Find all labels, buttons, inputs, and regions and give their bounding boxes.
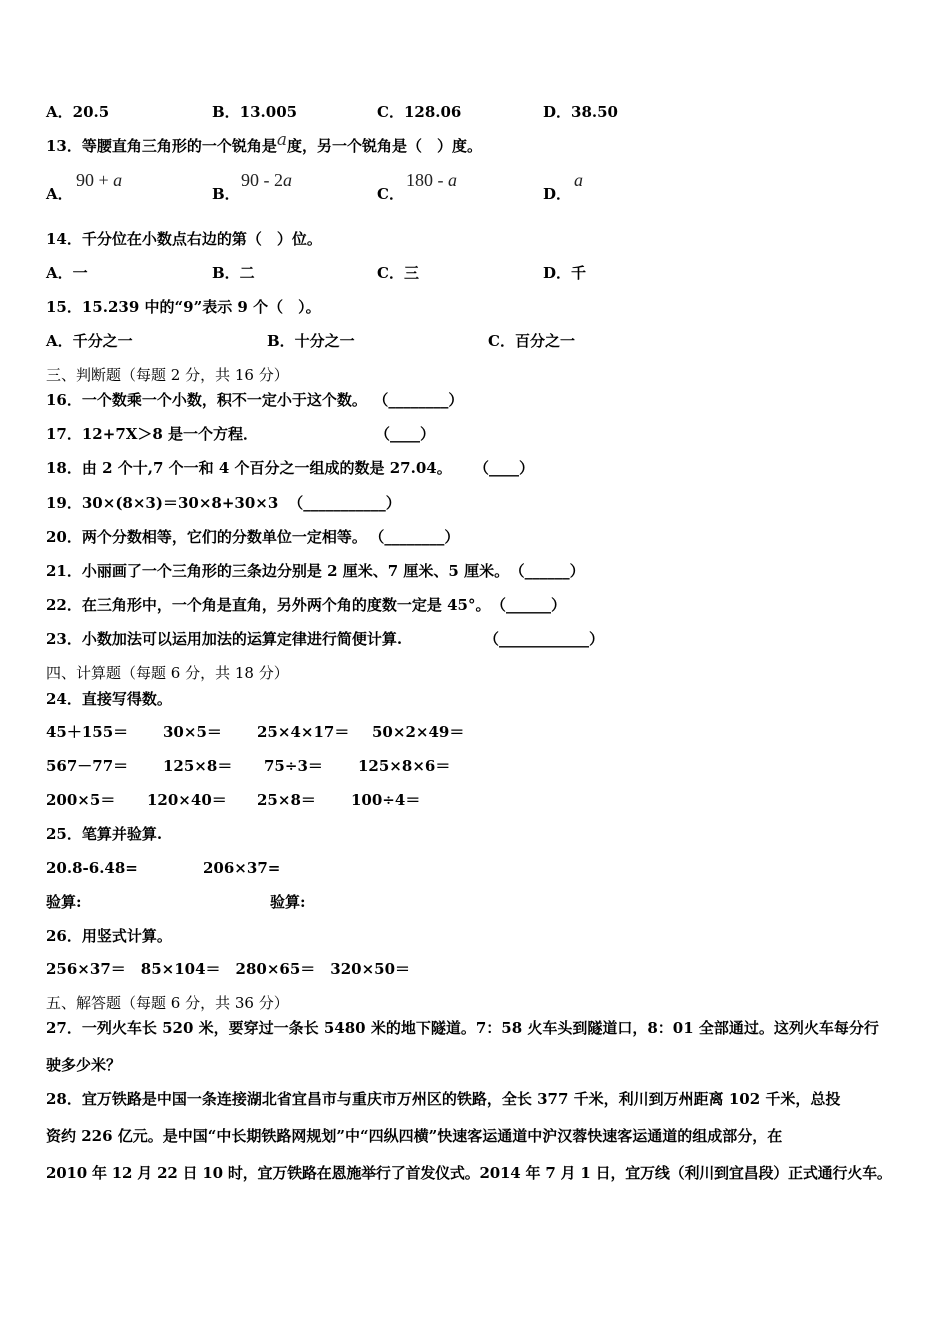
judge-item-19: 19．30×(8×3)＝30×8+30×3 （___________） [46,494,401,512]
q24-cell: 100÷4＝ [351,791,421,809]
judge-item-21: 21．小丽画了一个三角形的三条边分别是 2 厘米、7 厘米、5 厘米。 （______） [46,562,585,580]
q28-line-1: 28．宜万铁路是中国一条连接湖北省宜昌市与重庆市万州区的铁路，全长 377 千米，利川到万州距离 102 千米，总投 [46,1090,841,1108]
q14-option-d: D．千 [543,264,587,282]
q15-option-c: C．百分之一 [488,332,575,350]
judge-item-20: 20．两个分数相等，它们的分数单位一定相等。 （________） [46,528,460,546]
q24-cell: 567－77＝ [46,757,129,775]
q14-stem: 14．千分位在小数点右边的第（ ）位。 [46,230,322,248]
q25-item: 20.8-6.48= [46,859,138,877]
q24-stem: 24．直接写得数。 [46,690,172,708]
q24-cell: 125×8×6＝ [358,757,451,775]
section-heading-answer: 五、解答题（每题 6 分，共 36 分） [46,994,289,1012]
q13-option-b-expr: 90 - 2a [241,170,292,190]
q25-check: 验算: [270,893,306,911]
judge-blank-22[interactable]: （______） [498,596,566,614]
judge-blank-18[interactable]: （____） [474,459,535,477]
q24-cell: 120×40＝ [147,791,227,809]
q12-option-b: B．13.005 [212,103,298,121]
q24-cell: 25×4×17＝ [257,723,350,741]
judge-item-18: 18．由 2 个十,7 个一和 4 个百分之一组成的数是 27.04。 [46,459,452,477]
judge-blank-23[interactable]: （____________） [484,630,605,648]
q13-option-d-label: D． [543,185,572,203]
judge-item-16: 16．一个数乘一个小数，积不一定小于这个数。 （________） [46,391,464,409]
judge-blank-16[interactable]: （________） [380,391,464,409]
q24-cell: 75÷3＝ [264,757,323,775]
q15-option-b: B．十分之一 [267,332,355,350]
q13-option-a-expr: 90 + a [76,170,123,190]
q28-line-2: 资约 226 亿元。是中国“中长期铁路网规划”中“四纵四横”快速客运通道中沪汉蓉快速客运通道的组成部分，在 [46,1127,783,1145]
q26-items: 256×37＝ 85×104＝ 280×65＝ 320×50＝ [46,960,411,978]
q13-stem-after: 度，另一个锐角是（ ）度。 [287,137,483,155]
q28-line-3: 2010 年 12 月 22 日 10 时，宜万铁路在恩施举行了首发仪式。2014 年 7 月 1 日，宜万线（利川到宜昌段）正式通行火车。 [46,1164,892,1182]
q13-option-b-label: B． [212,185,240,203]
q14-option-c: C．三 [377,264,419,282]
q13-option-d-expr: a [574,170,583,190]
judge-item-23: 23．小数加法可以运用加法的运算定律进行简便计算. [46,630,403,648]
q24-cell: 200×5＝ [46,791,116,809]
q25-stem: 25．笔算并验算. [46,825,163,843]
q15-option-a: A．千分之一 [46,332,133,350]
judge-blank-19[interactable]: （___________） [288,494,401,512]
q15-stem: 15．15.239 中的“9”表示 9 个（ ）。 [46,298,321,316]
q13-option-a-label: A． [46,185,73,203]
judge-blank-21[interactable]: （______） [517,562,585,580]
q13-option-c-expr: 180 - a [406,170,457,190]
q12-option-d: D．38.50 [543,103,618,121]
q13-stem-before: 13．等腰直角三角形的一个锐角是 [46,137,277,155]
q24-cell: 50×2×49＝ [372,723,465,741]
q12-option-a: A．20.5 [46,103,110,121]
q13-option-c-label: C． [377,185,404,203]
q24-cell: 25×8＝ [257,791,316,809]
section-heading-calc: 四、计算题（每题 6 分，共 18 分） [46,664,289,682]
q27-line-1: 27．一列火车长 520 米，要穿过一条长 5480 米的地下隧道。7：58 火车头到隧道口，8：01 全部通过。这列火车每分行 [46,1019,879,1037]
section-heading-judge: 三、判断题（每题 2 分，共 16 分） [46,366,289,384]
q24-cell: 45＋155＝ [46,723,129,741]
q25-item: 206×37= [203,859,281,877]
q26-stem: 26．用竖式计算。 [46,927,172,945]
judge-item-22: 22．在三角形中，一个角是直角，另外两个角的度数一定是 45°。 （______） [46,596,566,614]
q27-line-2: 驶多少米？ [46,1056,122,1074]
q25-check: 验算: [46,893,82,911]
q14-option-b: B．二 [212,264,255,282]
q24-cell: 125×8＝ [163,757,233,775]
judge-blank-17[interactable]: （____） [375,425,436,443]
judge-blank-20[interactable]: （________） [376,528,460,546]
q14-option-a: A．一 [46,264,88,282]
q24-cell: 30×5＝ [163,723,222,741]
q12-option-c: C．128.06 [377,103,462,121]
q13-stem-var: a [276,130,288,150]
judge-item-17: 17．12+7X＞8 是一个方程． [46,425,259,443]
q13-stem [46,130,483,156]
